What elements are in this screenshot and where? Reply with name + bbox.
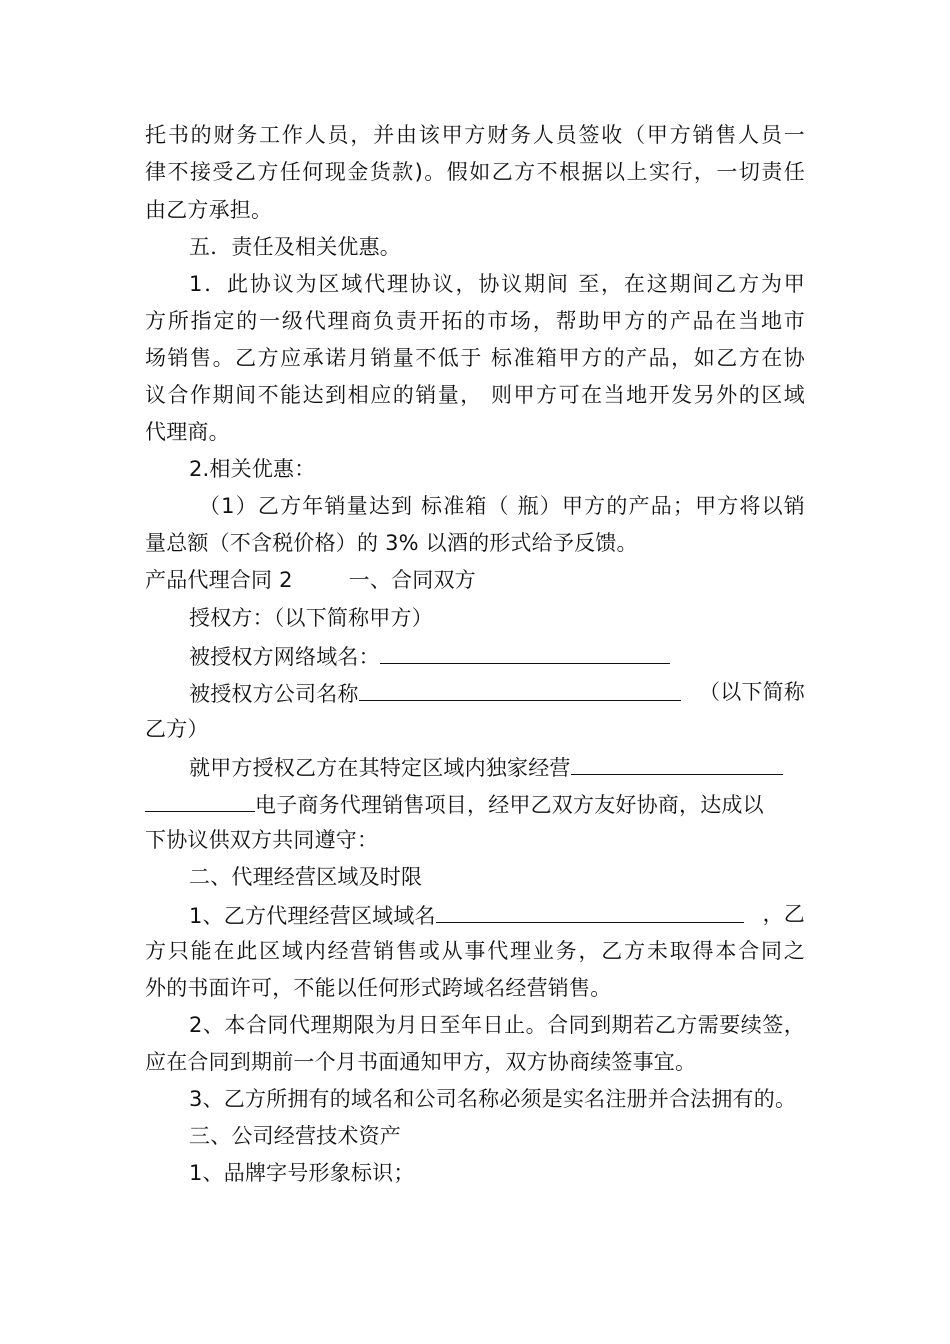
- paragraph-line: 场销售。乙方应承诺月销量不低于 标准箱甲方的产品，如乙方在协: [145, 346, 805, 370]
- paragraph-line: 外的书面许可，不能以任何形式跨域名经营销售。: [145, 976, 612, 1000]
- item1-line: [189, 900, 805, 928]
- grantee-company-blank: [359, 678, 681, 701]
- exclusive-blank: [571, 752, 783, 775]
- grantee-company-label: 被授权方公司名称: [189, 682, 359, 706]
- paragraph-line: 方所指定的一级代理商负责开拓的市场，帮助甲方的产品在当地市: [145, 309, 805, 333]
- grantee-domain-label: 被授权方网络域名：: [189, 645, 380, 669]
- grantee-company-suffix: （以下简称: [699, 680, 805, 704]
- section-heading-3: 三、公司经营技术资产: [189, 1124, 401, 1148]
- grantee-domain-blank: [380, 641, 670, 664]
- paragraph-line: 1、品牌字号形象标识；: [189, 1161, 415, 1185]
- item1-domain-blank: [436, 900, 744, 923]
- paragraph-line: 议合作期间不能达到相应的销量， 则甲方可在当地开发另外的区域: [145, 383, 805, 407]
- paragraph-line: 应在合同到期前一个月书面通知甲方，双方协商续签事宜。: [145, 1050, 697, 1074]
- paragraph-line: 2、本合同代理期限为月日至年日止。合同到期若乙方需要续签，: [189, 1013, 805, 1037]
- section-heading-2: 二、代理经营区域及时限: [189, 865, 423, 889]
- item1-prefix: 1、乙方代理经营区域域名: [189, 904, 436, 928]
- grantor-line: 授权方：（以下简称甲方）: [189, 606, 433, 630]
- paragraph-line: 托书的财务工作人员，并由该甲方财务人员签收（甲方销售人员一: [145, 123, 805, 147]
- paragraph-line: 代理商。: [145, 420, 230, 444]
- grantee-company-line: [189, 678, 805, 706]
- paragraph-line: 律不接受乙方任何现金货款)。假如乙方不根据以上实行，一切责任: [145, 160, 805, 184]
- exclusive-line: [189, 752, 783, 780]
- subsection-heading: 2.相关优惠：: [189, 457, 316, 481]
- section-heading-1: 一、合同双方: [348, 568, 476, 592]
- exclusive-prefix: 就甲方授权乙方在其特定区域内独家经营: [189, 756, 571, 780]
- item1-suffix: ，乙: [762, 902, 805, 926]
- contract-heading-line: [145, 566, 476, 594]
- paragraph-line: （1）乙方年销量达到 标准箱（ 瓶）甲方的产品；甲方将以销: [199, 494, 805, 518]
- section-heading-5: 五．责任及相关优惠。: [189, 235, 401, 259]
- exclusive-cont-line: [145, 789, 805, 817]
- grantee-domain-line: [189, 641, 670, 669]
- paragraph-line: 方只能在此区域内经营销售或从事代理业务，乙方未取得本合同之: [145, 939, 805, 963]
- paragraph-line: 由乙方承担。: [145, 198, 273, 222]
- paragraph-line: 1．此协议为区域代理协议，协议期间 至，在这期间乙方为甲: [189, 272, 805, 296]
- paragraph-line: 3、乙方所拥有的域名和公司名称必须是实名注册并合法拥有的。: [189, 1087, 797, 1111]
- paragraph-line: 量总额（不含税价格）的 3% 以酒的形式给予反馈。: [145, 531, 638, 555]
- paragraph-line: 下协议供双方共同遵守：: [145, 828, 379, 852]
- contract-title: 产品代理合同 2: [145, 568, 293, 592]
- exclusive-blank-2: [145, 789, 255, 812]
- exclusive-cont: 电子商务代理销售项目，经甲乙双方友好协商，达成以: [255, 793, 764, 817]
- paragraph-line: 乙方）: [145, 717, 209, 741]
